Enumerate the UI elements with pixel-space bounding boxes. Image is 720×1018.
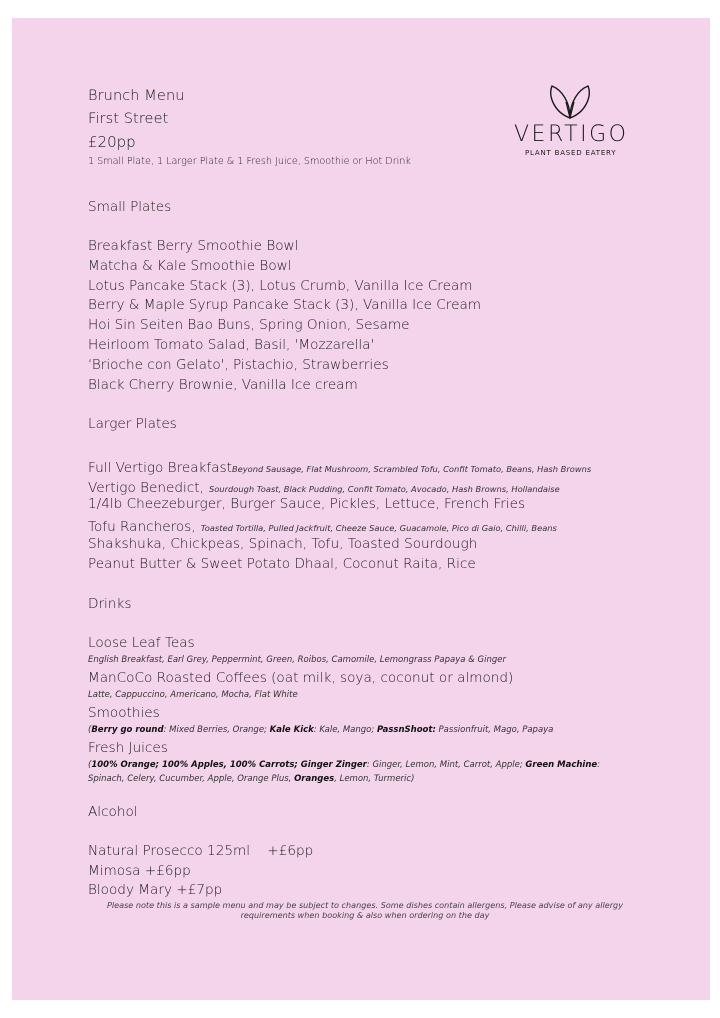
- section-heading-larger-plates: Larger Plates: [88, 416, 177, 432]
- juice-ingredients: , Lemon, Turmeric): [334, 774, 415, 784]
- location-name: First Street: [88, 111, 169, 127]
- section-heading-small-plates: Small Plates: [88, 199, 172, 215]
- small-plate-item: Black Cherry Brownie, Vanilla Ice cream: [88, 377, 358, 393]
- alcohol-item: Bloody Mary +£7pp: [88, 882, 223, 898]
- menu-price: £20pp: [88, 133, 136, 151]
- drink-juices-detail: [88, 760, 600, 770]
- dish-name: Full Vertigo Breakfast: [88, 460, 232, 476]
- smoothie-ingredients: : Mixed Berries, Orange;: [163, 725, 270, 735]
- dish-detail: Toasted Tortilla, Pulled Jackfruit, Cheeze Sauce, Guacamole, Pico di Gaio, Chilli, Beans: [200, 523, 557, 533]
- small-plate-item: Lotus Pancake Stack (3), Lotus Crumb, Vanilla Ice Cream: [88, 278, 473, 294]
- larger-plate-item: [88, 516, 557, 535]
- alcohol-item: Mimosa +£6pp: [88, 863, 191, 879]
- juice-ingredients: : Ginger, Lemon, Mint, Carrot, Apple;: [366, 760, 526, 770]
- drink-coffees: ManCoCo Roasted Coffees (oat milk, soya, coconut or almond): [88, 670, 514, 686]
- juice-ingredients: :: [597, 760, 601, 770]
- small-plate-item: Hoi Sin Seiten Bao Buns, Spring Onion, Sesame: [88, 317, 410, 333]
- dish-name: Tofu Rancheros,: [88, 519, 196, 535]
- allergen-note: Please note this is a sample menu and may be subject to changes. Some dishes contain allergens, Please advise of any allergy requirements when booking & also when ordering on the day: [107, 900, 623, 920]
- small-plate-item: Breakfast Berry Smoothie Bowl: [88, 238, 299, 254]
- small-plate-item: ‘Brioche con Gelato', Pistachio, Strawberries: [88, 357, 389, 373]
- drink-juices: Fresh Juices: [88, 740, 168, 756]
- logo-tagline: PLANT BASED EATERY: [525, 149, 617, 157]
- vertigo-logo: [510, 82, 635, 162]
- section-heading-alcohol: Alcohol: [88, 804, 138, 820]
- dish-detail: Beyond Sausage, Flat Mushroom, Scrambled Tofu, Confit Tomato, Beans, Hash Browns: [231, 464, 592, 474]
- drink-teas-detail: English Breakfast, Earl Grey, Peppermint, Green, Roibos, Camomile, Lemongrass Papaya & Ginger: [88, 655, 506, 665]
- small-plate-item: Berry & Maple Syrup Pancake Stack (3), Vanilla Ice Cream: [88, 297, 482, 313]
- smoothie-name: Kale Kick: [269, 725, 314, 735]
- small-plate-item: Matcha & Kale Smoothie Bowl: [88, 258, 292, 274]
- larger-plate-item: 1/4lb Cheezeburger, Burger Sauce, Pickles, Lettuce, French Fries: [88, 496, 526, 512]
- juice-name: 100% Orange; 100% Apples, 100% Carrots; Ginger Zinger: [91, 760, 367, 770]
- drink-juices-detail-line2: [88, 774, 414, 784]
- drink-smoothies: Smoothies: [88, 705, 160, 721]
- section-heading-drinks: Drinks: [88, 596, 132, 612]
- menu-subtitle: 1 Small Plate, 1 Larger Plate & 1 Fresh Juice, Smoothie or Hot Drink: [88, 156, 411, 167]
- drink-smoothies-detail: [88, 725, 553, 735]
- juice-name: Oranges: [294, 774, 335, 784]
- juice-ingredients: Spinach, Celery, Cucumber, Apple, Orange Plus,: [88, 774, 295, 784]
- paren: (: [88, 760, 92, 770]
- logo-wordmark: VERTIGO: [514, 122, 629, 147]
- smoothie-ingredients: Passionfruit, Mago, Papaya: [435, 725, 554, 735]
- smoothie-ingredients: : Kale, Mango;: [313, 725, 377, 735]
- dish-name: Vertigo Benedict,: [88, 480, 204, 496]
- smoothie-name: Berry go round: [91, 725, 164, 735]
- leaf-icon: [510, 82, 635, 122]
- larger-plate-item: [88, 477, 560, 496]
- larger-plate-item: [88, 457, 591, 476]
- larger-plate-item: Shakshuka, Chickpeas, Spinach, Tofu, Toasted Sourdough: [88, 536, 478, 552]
- alcohol-item: Natural Prosecco 125ml +£6pp: [88, 843, 314, 859]
- menu-title: Brunch Menu: [88, 88, 185, 104]
- drink-teas: Loose Leaf Teas: [88, 635, 195, 651]
- paren: (: [88, 725, 92, 735]
- small-plate-item: Heirloom Tomato Salad, Basil, 'Mozzarella': [88, 337, 375, 353]
- smoothie-name: PassnShoot:: [376, 725, 436, 735]
- drink-coffees-detail: Latte, Cappuccino, Americano, Mocha, Flat White: [88, 690, 298, 700]
- larger-plate-item: Peanut Butter & Sweet Potato Dhaal, Coconut Raita, Rice: [88, 556, 476, 572]
- juice-name: Green Machine: [525, 760, 598, 770]
- dish-detail: Sourdough Toast, Black Pudding, Confit Tomato, Avocado, Hash Browns, Hollandaise: [208, 484, 560, 494]
